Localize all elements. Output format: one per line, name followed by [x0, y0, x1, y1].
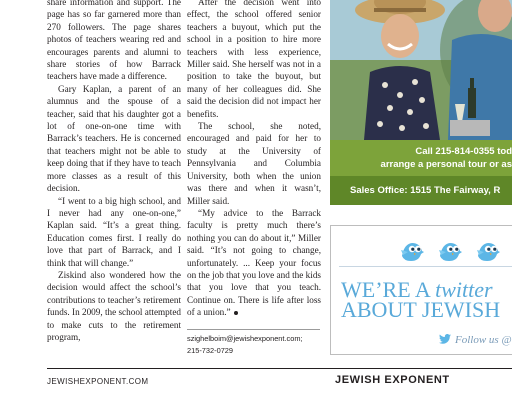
follow-us-text: Follow us @	[455, 334, 512, 346]
bird-icon	[475, 238, 501, 264]
ad-tour-line: arrange a personal tour or as	[380, 159, 512, 170]
couple-illustration	[330, 0, 512, 140]
follow-us-link[interactable]	[439, 334, 512, 346]
twitter-icon	[439, 334, 451, 344]
paragraph: Ziskind also wondered how the decision would affect the school’s contributions to teacher’s retirement funds. In 2009, the school attempted to make cuts to the retirement program,	[47, 269, 181, 342]
ad-call-line: Call 215-814-0355 tod	[415, 146, 512, 157]
community-advertisement	[330, 0, 512, 205]
wire-divider	[339, 266, 512, 267]
paragraph: After the decision went into effect, the school offered senior teachers a buyout, which put the school in a position to hire more teachers with less experience, Miller said. She herself was not in a position to take the buyout, but many of her colleagues did. She said the decision did not impact her benefits.	[187, 0, 321, 119]
paragraph: share information and support. The page has so far garnered more than 270 followers. The page shares photos of teachers wearing red and encourages parents and alumni to share stories of how Barrack teachers have made a difference.	[47, 0, 181, 82]
headline-twitter-word: twitter	[435, 277, 493, 302]
ad-sales-band	[330, 176, 512, 205]
author-phone: 215-732-0729	[187, 346, 234, 355]
footer-divider	[47, 368, 512, 369]
ad-headline-line-2: ABOUT JEWISH	[341, 297, 501, 322]
paragraph-text: “My advice to the Barrack faculty is pretty much there’s nothing you can do about it,” Miller said. “It’s not going to change, unfortunately. ... Keep your focus on the job that you love and the kids that you love that you teach. Continue on. There is life after loss of a union.”	[187, 207, 321, 318]
paragraph: “I went to a big high school, and I never had any one-on-one,” Kaplan said. “It’s a great thing. Education comes first. I really do love that part of Barrack, and I think that will change.”	[47, 195, 181, 268]
bird-icon	[399, 238, 425, 264]
article-column-1	[47, 0, 181, 343]
couple-photo	[330, 0, 512, 140]
end-mark-icon	[234, 311, 238, 315]
ad-sales-line: Sales Office: 1515 The Fairway, R	[350, 185, 501, 196]
article-column-2	[187, 0, 321, 319]
author-email[interactable]: szighelboim@jewishexponent.com;	[187, 334, 303, 343]
twitter-advertisement	[330, 225, 512, 355]
author-signature	[187, 333, 303, 357]
footer-publication-name: JEWISH EXPONENT	[335, 374, 450, 386]
ad-call-band	[330, 140, 512, 176]
paragraph: Gary Kaplan, a parent of an alumnus and the spouse of a teacher, said that his daughter got a lot of one-on-one time with Barrack’s teachers. He is concerned that teachers might not be able to keep doing that if they have to teach more classes as a result of this decision.	[47, 83, 181, 194]
footer-website[interactable]: JEWISHEXPONENT.COM	[47, 377, 149, 386]
bird-icon	[437, 238, 463, 264]
signature-divider	[187, 329, 320, 330]
headline-prefix: WE’RE A	[341, 277, 436, 302]
paragraph	[187, 207, 321, 319]
paragraph: The school, she noted, encouraged and paid for her to study at the University of Pennsylvania and Columbia University, both when the union was there and when it wasn’t, Miller said.	[187, 121, 321, 206]
